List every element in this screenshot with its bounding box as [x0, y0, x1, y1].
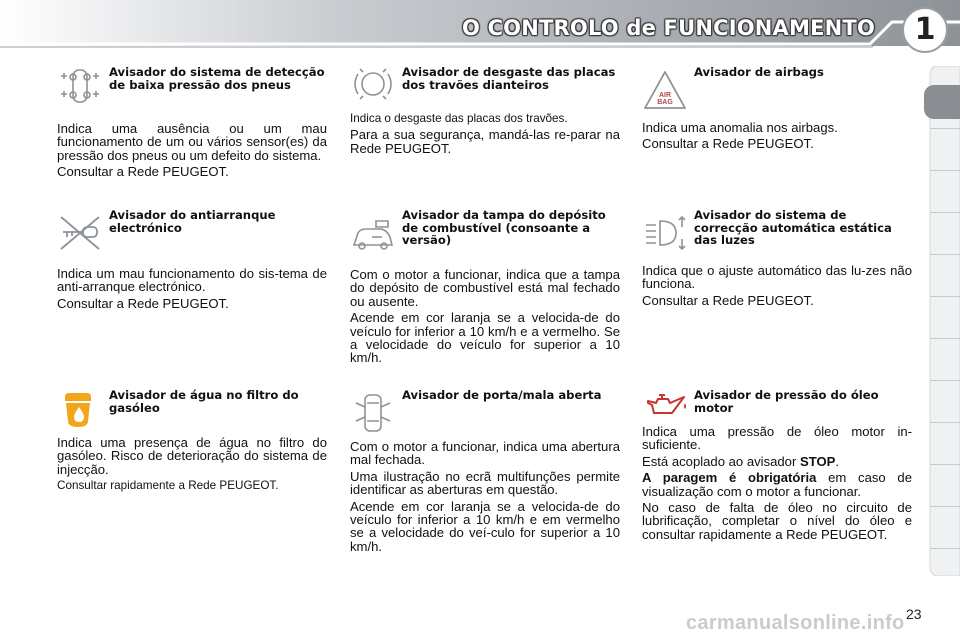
warning-title: Avisador do sistema de detecção de baixa pressão dos pneus [109, 65, 325, 92]
warning-description [350, 440, 620, 556]
side-index-divider [930, 254, 960, 255]
page-title: O CONTROLO de FUNCIONAMENTO [462, 16, 876, 40]
description-paragraph: Acende em cor laranja se a velocida-de do veículo for inferior a 10 km/h e em vermelho se a velocidade do veí-culo for superior a 10 km/h. [350, 498, 620, 554]
warning-description [57, 122, 327, 182]
brake-pad-wear-icon [350, 64, 396, 108]
description-text: em caso de visualização com o motor a funcionar. [642, 470, 912, 499]
description-paragraph: Indica uma ausência ou um mau funcionamento de um ou vários sensor(es) da pressão dos pneus ou um defeito do sistema. [57, 121, 327, 163]
page-number: 23 [906, 606, 922, 622]
warning-description [642, 121, 912, 154]
warning-description [57, 267, 327, 313]
description-text: Está acoplado ao avisador [642, 453, 800, 469]
airbag-warning-icon [642, 68, 688, 112]
description-paragraph: Indica uma anomalia nos airbags. [642, 120, 838, 135]
warning-description [350, 268, 620, 368]
side-index-divider [930, 212, 960, 213]
warning-description [350, 112, 620, 158]
tyre-pressure-icon [57, 64, 103, 108]
side-index-divider [930, 338, 960, 339]
side-index-divider [930, 296, 960, 297]
description-paragraph: No caso de falta de óleo no circuito de lubrificação, completar o nível do óleo e consultar rapidamente a Rede PEUGEOT. [642, 500, 912, 542]
side-index-divider [930, 170, 960, 171]
fuel-cap-open-icon [350, 215, 396, 259]
description-paragraph: Indica uma pressão de óleo motor in-suficiente. [642, 424, 912, 453]
warning-title: Avisador de porta/mala aberta [402, 388, 602, 402]
warning-title: Avisador do antiarranque electrónico [109, 208, 276, 235]
side-index-divider [930, 422, 960, 423]
side-index-bar [927, 66, 960, 576]
description-paragraph [642, 471, 912, 498]
description-paragraph: Acende em cor laranja se a velocida-de do veículo for inferior a 10 km/h e a vermelho. Se a velocidade do veículo for superior a 10 km/h. [350, 310, 620, 366]
warning-title: Avisador de desgaste das placas dos travões dianteiros [402, 65, 616, 92]
mandatory-stop-label: A paragem é obrigatória [642, 470, 817, 486]
immobiliser-key-icon [57, 211, 103, 255]
oil-can-icon [642, 385, 688, 429]
description-paragraph: Consultar a Rede PEUGEOT. [642, 292, 814, 308]
warning-title: Avisador de pressão do óleo motor [694, 388, 879, 415]
warning-title: Avisador de airbags [694, 65, 824, 79]
description-paragraph: Consultar a Rede PEUGEOT. [57, 295, 229, 311]
description-paragraph: Indica que o ajuste automático das lu-zes não funciona. [642, 263, 912, 292]
page-header [0, 0, 960, 54]
warning-description [57, 436, 327, 496]
side-index-divider [930, 506, 960, 507]
description-paragraph: Para a sua segurança, mandá-las re-parar na Rede PEUGEOT. [350, 127, 620, 156]
description-paragraph: Uma ilustração no ecrã multifunções permite identificar as aberturas em questão. [350, 468, 620, 498]
description-text: . [835, 453, 840, 469]
headlamp-levelling-icon [642, 211, 688, 255]
description-paragraph: Consultar a Rede PEUGEOT. [57, 164, 229, 180]
side-index-divider [930, 548, 960, 549]
door-open-icon [350, 391, 396, 435]
description-paragraph [642, 455, 912, 468]
warning-title: Avisador da tampa do depósito de combustível (consoante a versão) [402, 208, 606, 247]
svg-text:BAG: BAG [657, 99, 673, 106]
svg-text:AIR: AIR [658, 92, 672, 99]
description-paragraph: Com o motor a funcionar, indica que a tampa do depósito de combustível está mal fechado ou ausente. [350, 267, 620, 309]
warning-title: Avisador de água no filtro do gasóleo [109, 388, 299, 415]
water-in-diesel-icon [57, 389, 103, 433]
warning-title: Avisador do sistema de correcção automática estática das luzes [694, 208, 892, 247]
side-index-divider [930, 380, 960, 381]
warning-description [642, 264, 912, 310]
description-paragraph: Indica um mau funcionamento do sis-tema de anti-arranque electrónico. [57, 266, 327, 295]
description-paragraph: Consultar rapidamente a Rede PEUGEOT. [57, 479, 279, 493]
chapter-number: 1 [914, 12, 936, 47]
side-index-divider [930, 128, 960, 129]
description-paragraph: Indica o desgaste das placas dos travões. [350, 112, 568, 125]
description-paragraph: Consultar a Rede PEUGEOT. [642, 136, 814, 152]
stop-warning-label: STOP [799, 453, 836, 469]
side-index-tab-active[interactable] [924, 85, 960, 119]
description-paragraph: Indica uma presença de água no filtro do gasóleo. Risco de deterioração do sistema de injecção. [57, 435, 327, 477]
description-paragraph: Com o motor a funcionar, indica uma abertura mal fechada. [350, 439, 620, 468]
warning-description [642, 425, 912, 544]
watermark: carmanualsonline.info [686, 612, 905, 634]
side-index-divider [930, 464, 960, 465]
